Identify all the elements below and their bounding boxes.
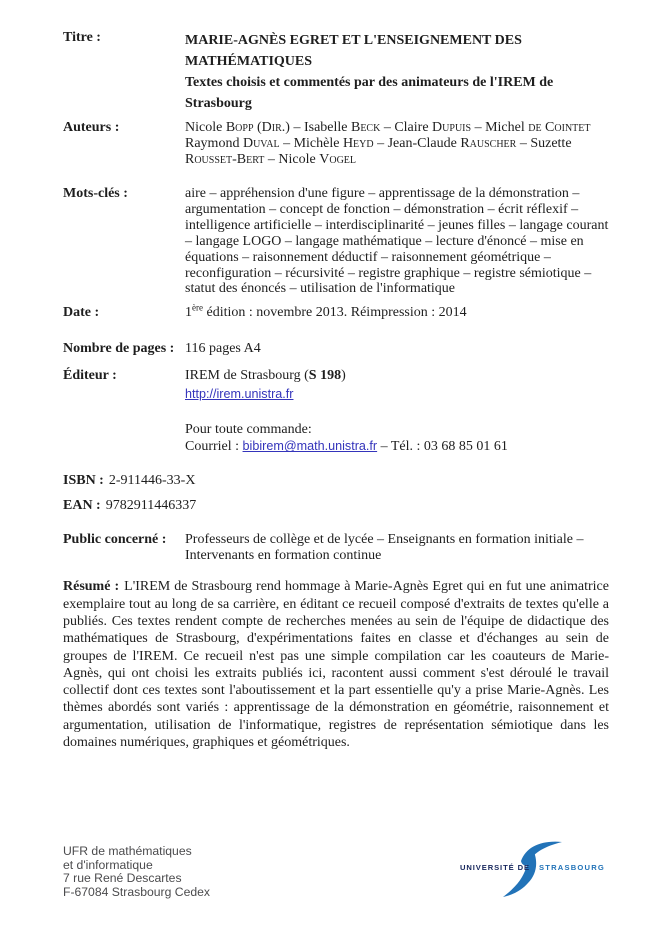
field-row-ean	[63, 498, 609, 514]
field-row-isbn	[63, 473, 609, 489]
courriel-label: Courriel :	[185, 439, 243, 455]
title-subtitle: Textes choisis et commentés par des animateurs de l'IREM de Strasbourg	[185, 75, 554, 111]
footer-address	[63, 845, 210, 899]
mots-cles-label: Mots-clés :	[63, 186, 128, 201]
editeur-url-link[interactable]: http://irem.unistra.fr	[185, 387, 294, 402]
pages-value: 116 pages A4	[185, 341, 261, 357]
auteurs-label: Auteurs :	[63, 120, 120, 135]
ean-value: 9782911446337	[105, 498, 197, 514]
date-ordinal-sup: ère	[192, 302, 203, 313]
title-main: MARIE-AGNÈS EGRET ET L'ENSEIGNEMENT DES MATHÉMATIQUES	[185, 33, 522, 69]
editeur-value	[185, 368, 614, 403]
address-line: UFR de mathématiques	[63, 844, 192, 858]
commande-intro: Pour toute commande:	[185, 422, 312, 438]
public-label: Public concerné :	[63, 532, 167, 548]
resume-paragraph	[63, 578, 609, 751]
auteurs-names: Nicole Bopp (Dir.) – Isabelle Beck – Claire Dupuis – Michel de Cointet Raymond Duval – Michèle Heyd – Jean-Claude Rauscher – Suzette Rousset-Bert – Nicole Vogel	[185, 120, 591, 167]
date-rest: édition : novembre 2013. Réimpression : 2014	[203, 305, 467, 321]
address-line: et d'informatique	[63, 857, 153, 872]
editeur-label: Éditeur :	[63, 368, 117, 384]
field-row-editeur	[63, 368, 609, 403]
unistra-logo	[460, 838, 645, 904]
publication-sheet	[63, 0, 609, 751]
date-label: Date :	[63, 305, 100, 321]
titre-value	[185, 30, 614, 114]
editeur-name	[185, 368, 614, 384]
mots-cles-value: aire – appréhension d'une figure – apprentissage de la démonstration – argumentation – concept de fonction – démonstration – écrit réflexif – intelligence artificielle – interdisciplinarité – jeunes filles – langage courant – langage LOGO – langage mathématique – lecture d'énoncé – mise en équations – raisonnement déductif – raisonnement géométrique – reconfiguration – récursivité – registre graphique – registre sémiotique – statut des énoncés – utilisation de l'informatique	[185, 186, 609, 297]
field-row-pages	[63, 341, 609, 357]
isbn-value: 2-911446-33-X	[108, 473, 196, 489]
date-value	[185, 302, 614, 321]
public-value: Professeurs de collège et de lycée – Enseignants en formation initiale – Intervenants en formation continue	[185, 532, 584, 564]
address-line: 7 rue René Descartes	[63, 871, 182, 886]
commande-tel: – Tél. : 03 68 85 01 61	[377, 439, 508, 455]
address-line: F-67084 Strasbourg Cedex	[63, 884, 211, 899]
editeur-code: S 198	[308, 368, 342, 384]
field-row-commande	[63, 422, 609, 455]
resume-text: L'IREM de Strasbourg rend hommage à Marie-Agnès Egret qui en fut une animatrice exemplaire tout au long de sa carrière, en éditant ce recueil composé d'extraits de textes qu'elle a publiés. Ces textes rendent compte de recherches menées au sein de l'équipe de didactique des mathématiques de Strasbourg, d'expérimentations faites en classe et d'échanges au sein de groupes de l'IREM. Ce recueil n'est pas une simple compilation car les coauteurs de Marie-Agnès, qui ont choisi les extraits publiés ici, racontent aussi comment s'est déroulé le travail collectif dont ces textes sont l'aboutissement et la part essentielle qu'y a prise Marie-Agnès. Les thèmes abordés sont variés : apprentissage de la démonstration en géométrie, raisonnement et argumentation, utilisation de l'informatique, registres de représentation sémiotique dans les domaines numériques, graphiques et géométriques.	[63, 579, 609, 751]
isbn-label: ISBN :	[63, 473, 104, 489]
editeur-name-close: )	[341, 368, 346, 384]
ean-label: EAN :	[63, 498, 101, 514]
resume-label: Résumé :	[63, 579, 120, 595]
courriel-email-link[interactable]: bibirem@math.unistra.fr	[242, 439, 378, 454]
date-num: 1	[185, 305, 192, 321]
pages-label: Nombre de pages :	[63, 341, 175, 357]
field-row-mots-cles	[63, 186, 609, 297]
field-row-public	[63, 532, 609, 564]
field-row-date	[63, 302, 609, 321]
commande-contact-line	[185, 438, 614, 455]
commande-value	[185, 422, 614, 455]
field-row-auteurs	[63, 120, 609, 168]
titre-label: Titre :	[63, 30, 101, 45]
logo-text-universite: UNIVERSITÉ DE	[460, 863, 530, 872]
logo-text-strasbourg: STRASBOURG	[539, 863, 606, 872]
field-row-titre	[63, 30, 609, 114]
editeur-name-text: IREM de Strasbourg (	[185, 368, 309, 384]
